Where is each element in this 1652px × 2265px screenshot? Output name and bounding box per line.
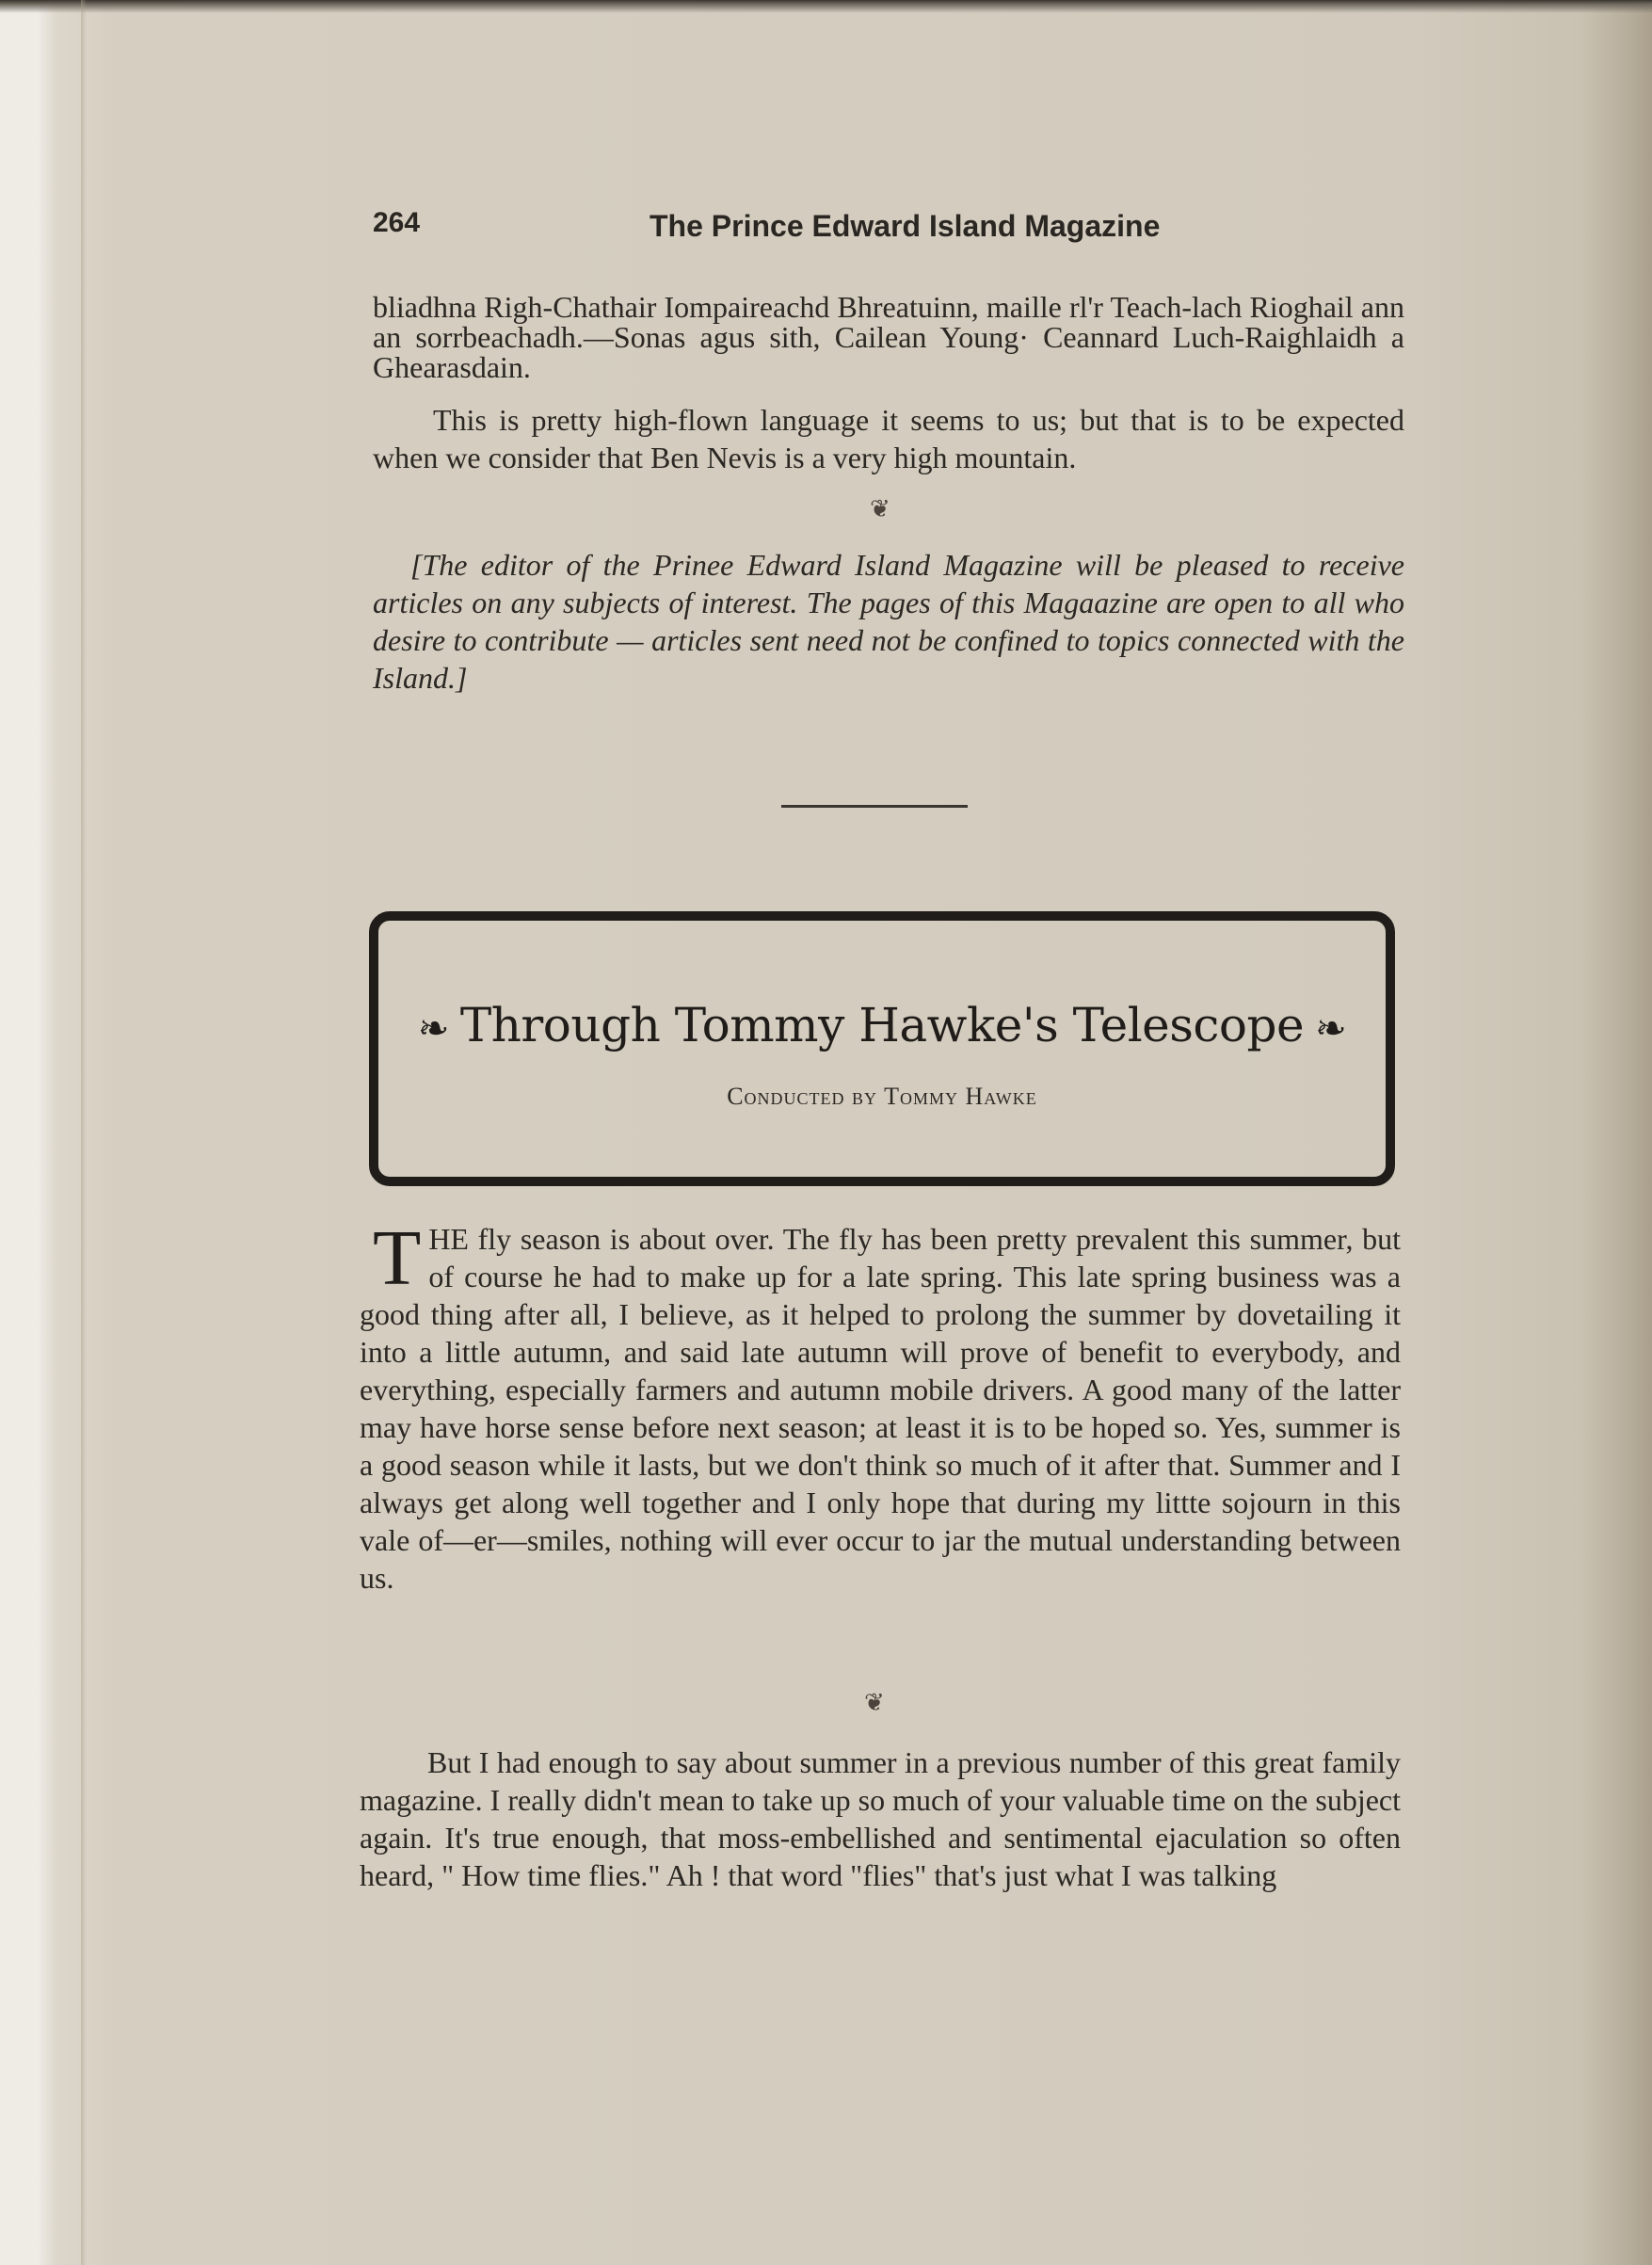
binding-gutter bbox=[81, 0, 87, 2265]
gaelic-paragraph: bliadhna Righ-Chathair Iompaireachd Bhreatuinn, maille rl'r Teach-lach Rioghail ann an sorrbeachadh.—Sonas agus sith, Cailean Young· Ceannard Luch-Raighlaidh a Ghearasdain. bbox=[373, 290, 1404, 384]
ben-nevis-paragraph: This is pretty high-flown language it seems to us; but that is to be expected when we consider that Ben Nevis is a very high mountain. bbox=[373, 403, 1404, 474]
summer-paragraph: But I had enough to say about summer in a previous number of this great family magazine. I really didn't mean to take up so much of your valuable time on the subject again. It's true enough, that moss-embellished and sentimental ejaculation so often heard, " How time flies." Ah ! that word "flies" that's just what I was talking bbox=[360, 1745, 1401, 1892]
editor-note: [The editor of the Prinee Edward Island Magazine will be pleased to receive articles on any subjects of interest. The pages of this Magaazine are open to all who desire to contribute — articles sent need not be confined to topics connected with the Island.] bbox=[373, 548, 1404, 695]
fly-season-text: fly season is about over. The fly has been pretty prevalent this summer, but of course he had to make up for a late spring. This late spring business was a good thing after all, I believe, as it helped to prolong the summer by dovetailing it into a little autumn, and said late autumn will prove of benefit to everybody, and everything, especially farmers and autumn mobile drivers. A good many of the latter may have horse sense before next season; at least it is to be hoped so. Yes, summer is a good season while it lasts, but we don't think so much of it after that. Summer and I always get along well together and I only hope that during my littte sojourn in this vale of—er—smiles, nothing will ever occur to jar the mutual understanding between us. bbox=[360, 1222, 1401, 1595]
page-number: 264 bbox=[373, 207, 421, 238]
column-title bbox=[378, 998, 1386, 1052]
drop-cap: T bbox=[373, 1214, 422, 1302]
column-title-text: Through Tommy Hawke's Telescope bbox=[459, 998, 1305, 1052]
column-header-box bbox=[369, 911, 1395, 1186]
page-top-edge bbox=[0, 0, 1652, 13]
section-divider-rule bbox=[781, 805, 968, 808]
running-head bbox=[373, 207, 1239, 249]
section-break-ornament: ❦ bbox=[870, 495, 890, 523]
column-byline: Conducted by Tommy Hawke bbox=[727, 1083, 1037, 1110]
magazine-title: The Prince Edward Island Magazine bbox=[650, 209, 1161, 243]
drop-cap-word: HE bbox=[428, 1222, 469, 1256]
leaf-left-icon: ❧ bbox=[417, 1007, 449, 1051]
leaf-right-icon: ❧ bbox=[1315, 1007, 1347, 1051]
fly-season-paragraph bbox=[360, 1214, 1401, 1597]
section-break-ornament-2: ❦ bbox=[864, 1689, 885, 1717]
